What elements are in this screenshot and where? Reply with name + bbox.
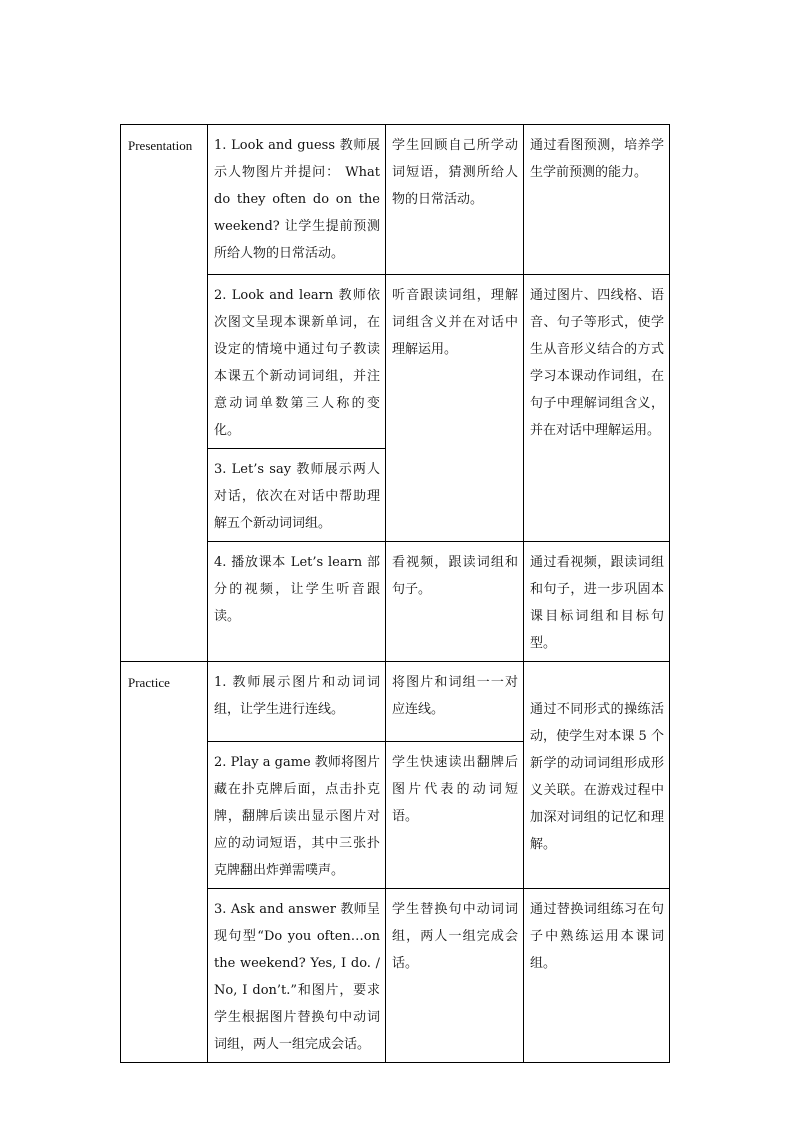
stage-label-practice: Practice	[121, 662, 208, 1063]
activity-cell: 2. Look and learn 教师依次图文呈现本课新单词，在设定的情境中通过句子教读本课五个新动词词组，并注意动词单数第三人称的变化。	[208, 275, 386, 449]
purpose-cell: 通过看图预测，培养学生学前预测的能力。	[524, 125, 670, 275]
student-cell: 听音跟读词组，理解词组含义并在对话中理解运用。	[386, 275, 524, 542]
purpose-cell: 通过替换词组练习在句子中熟练运用本课词组。	[524, 889, 670, 1063]
activity-cell: 3. Ask and answer 教师呈现句型“Do you often…on the weekend? Yes, I do. / No, I don’t.”和图片，要求学生根据图片替换句中动词词组，两人一组完成会话。	[208, 889, 386, 1063]
activity-cell: 1. 教师展示图片和动词词组，让学生进行连线。	[208, 662, 386, 742]
activity-cell: 2. Play a game 教师将图片藏在扑克牌后面，点击扑克牌，翻牌后读出显示图片对应的动词短语，其中三张扑克牌翻出炸弹需噗声。	[208, 742, 386, 889]
activity-cell: 3. Let’s say 教师展示两人对话，依次在对话中帮助理解五个新动词词组。	[208, 449, 386, 542]
table-row	[121, 662, 670, 742]
student-cell: 学生快速读出翻牌后图片代表的动词短语。	[386, 742, 524, 889]
table-row	[121, 125, 670, 275]
purpose-cell: 通过看视频，跟读词组和句子，进一步巩固本课目标词组和目标句型。	[524, 542, 670, 662]
activity-cell: 1. Look and guess 教师展示人物图片并提问： What do they often do on the weekend? 让学生提前预测所给人物的日常活动。	[208, 125, 386, 275]
activity-cell: 4. 播放课本 Let’s learn 部分的视频，让学生听音跟读。	[208, 542, 386, 662]
student-cell: 学生回顾自己所学动词短语，猜测所给人物的日常活动。	[386, 125, 524, 275]
lesson-plan-table	[120, 124, 670, 1063]
student-cell: 学生替换句中动词词组，两人一组完成会话。	[386, 889, 524, 1063]
purpose-cell: 通过不同形式的操练活动，使学生对本课 5 个新学的动词词组形成形义关联。在游戏过程中加深对词组的记忆和理解。	[524, 662, 670, 889]
purpose-cell: 通过图片、四线格、语音、句子等形式，使学生从音形义结合的方式学习本课动作词组，在句子中理解词组含义，并在对话中理解运用。	[524, 275, 670, 542]
stage-label-presentation: Presentation	[121, 125, 208, 662]
student-cell: 看视频，跟读词组和句子。	[386, 542, 524, 662]
student-cell: 将图片和词组一一对应连线。	[386, 662, 524, 742]
